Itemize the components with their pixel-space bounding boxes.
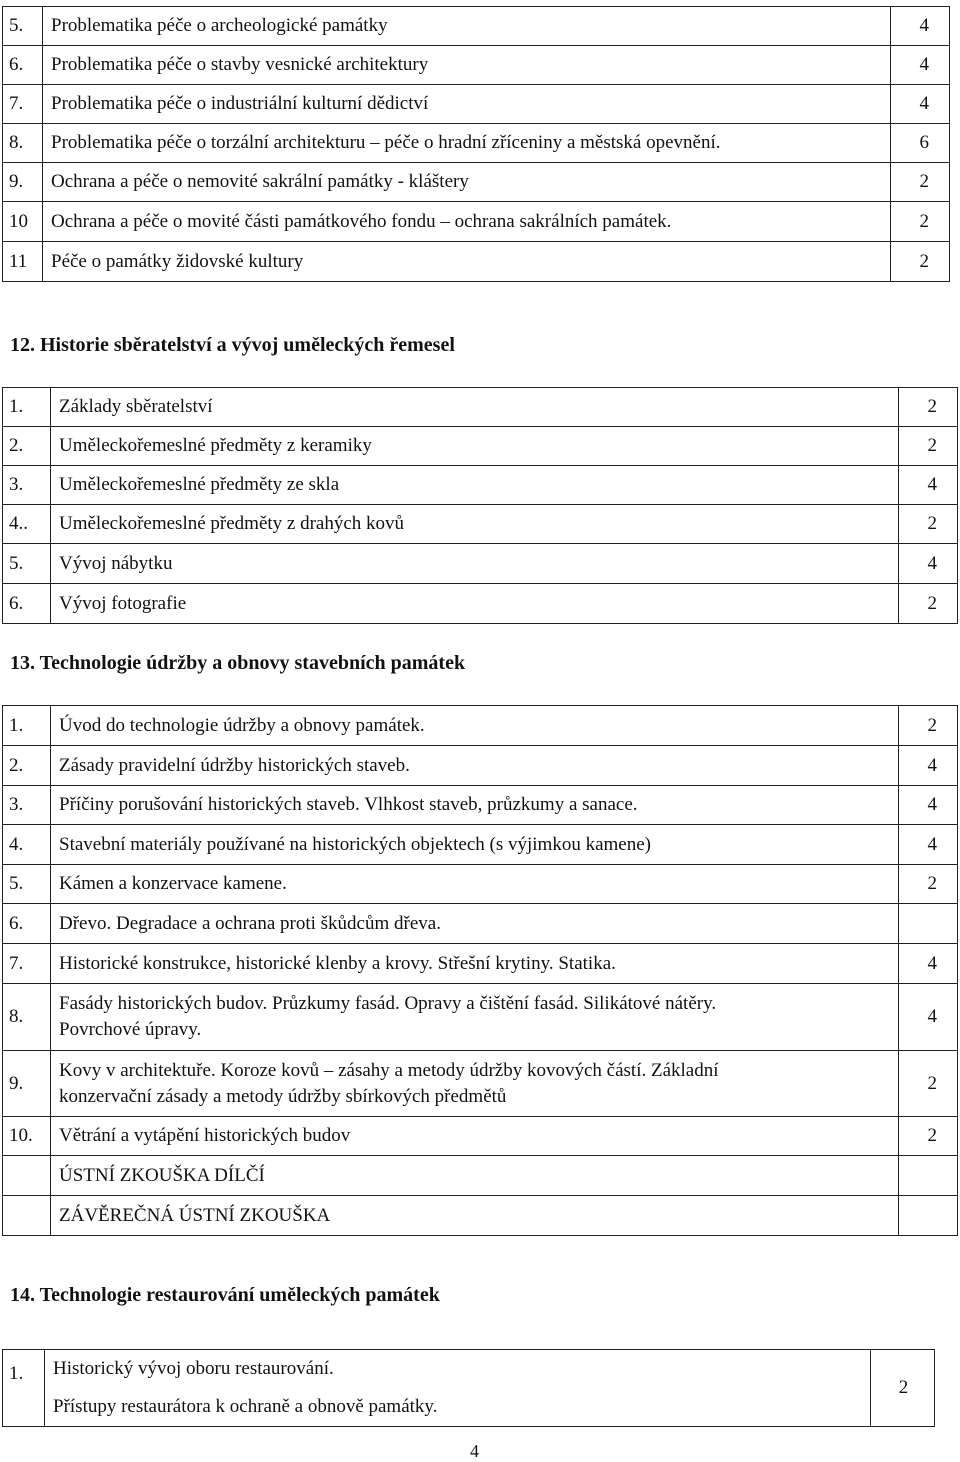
row-hours: 4 bbox=[899, 825, 958, 865]
row-hours: 4 bbox=[899, 466, 958, 505]
exam-row bbox=[3, 1196, 958, 1236]
table-row bbox=[3, 505, 958, 544]
table-row bbox=[3, 124, 950, 163]
row-topic: Uměleckořemeslné předměty z keramiky bbox=[51, 427, 899, 466]
row-number: 10 bbox=[3, 202, 43, 242]
row-hours: 2 bbox=[899, 427, 958, 466]
row-topic: Stavební materiály používané na historických objektech (s výjimkou kamene) bbox=[51, 825, 899, 865]
row-topic-line: konzervační zásady a metody údržby sbírkových předmětů bbox=[59, 1085, 507, 1107]
table-row bbox=[3, 544, 958, 584]
row-hours: 4 bbox=[899, 944, 958, 984]
table-row bbox=[3, 163, 950, 202]
row-number: 4. bbox=[3, 825, 51, 865]
row-hours: 2 bbox=[891, 242, 950, 282]
row-topic-line: Přístupy restaurátora k ochraně a obnově památky. bbox=[53, 1396, 438, 1417]
row-hours: 2 bbox=[871, 1350, 935, 1427]
table-row bbox=[3, 904, 958, 944]
row-hours: 4 bbox=[891, 7, 950, 46]
row-number: 7. bbox=[3, 85, 43, 124]
row-number: 7. bbox=[3, 944, 51, 984]
row-number: 11 bbox=[3, 242, 43, 282]
row-hours: 2 bbox=[899, 505, 958, 544]
row-hours: 2 bbox=[899, 584, 958, 624]
section-14-heading: 14. Technologie restaurování uměleckých památek bbox=[10, 1284, 440, 1306]
table-row bbox=[3, 706, 958, 746]
row-topic: Kámen a konzervace kamene. bbox=[51, 865, 899, 904]
section-14-table-body bbox=[3, 1350, 935, 1427]
row-hours: 2 bbox=[899, 865, 958, 904]
section-13-table bbox=[2, 705, 958, 1236]
row-topic bbox=[51, 1051, 899, 1117]
row-topic: Problematika péče o archeologické památky bbox=[43, 7, 891, 46]
exam-label: ÚSTNÍ ZKOUŠKA DÍLČÍ bbox=[51, 1156, 899, 1196]
row-number: 3. bbox=[3, 466, 51, 505]
row-number bbox=[3, 1156, 51, 1196]
row-number: 2. bbox=[3, 746, 51, 786]
section-13-heading: 13. Technologie údržby a obnovy stavebních památek bbox=[10, 652, 466, 674]
table-row bbox=[3, 1350, 935, 1427]
row-topic bbox=[45, 1350, 871, 1427]
row-number: 3. bbox=[3, 786, 51, 825]
row-number: 5. bbox=[3, 7, 43, 46]
row-topic-line: Kovy v architektuře. Koroze kovů – zásahy a metody údržby kovových částí. Základní bbox=[59, 1059, 719, 1081]
row-topic: Základy sběratelství bbox=[51, 388, 899, 427]
page-number: 4 bbox=[470, 1441, 479, 1461]
row-topic: Péče o památky židovské kultury bbox=[43, 242, 891, 282]
row-topic: Větrání a vytápění historických budov bbox=[51, 1117, 899, 1156]
topics-table-continued bbox=[2, 6, 950, 282]
row-number: 5. bbox=[3, 544, 51, 584]
row-topic: Příčiny porušování historických staveb. Vlhkost staveb, průzkumy a sanace. bbox=[51, 786, 899, 825]
row-number: 5. bbox=[3, 865, 51, 904]
table-row bbox=[3, 944, 958, 984]
row-hours: 4 bbox=[891, 85, 950, 124]
table-row bbox=[3, 746, 958, 786]
row-number: 1. bbox=[3, 388, 51, 427]
section-12-table-body bbox=[3, 388, 958, 624]
row-hours: 2 bbox=[899, 1051, 958, 1117]
row-number: 6. bbox=[3, 584, 51, 624]
row-number: 6. bbox=[3, 904, 51, 944]
row-number: 8. bbox=[3, 984, 51, 1051]
row-topic: Vývoj fotografie bbox=[51, 584, 899, 624]
row-hours bbox=[899, 904, 958, 944]
row-hours bbox=[899, 1196, 958, 1236]
table-row bbox=[3, 46, 950, 85]
row-number: 10. bbox=[3, 1117, 51, 1156]
table-row bbox=[3, 825, 958, 865]
row-number: 2. bbox=[3, 427, 51, 466]
table-row bbox=[3, 242, 950, 282]
row-number: 4.. bbox=[3, 505, 51, 544]
table-row bbox=[3, 584, 958, 624]
row-topic: Ochrana a péče o nemovité sakrální památky - kláštery bbox=[43, 163, 891, 202]
row-hours: 2 bbox=[891, 163, 950, 202]
row-topic bbox=[51, 984, 899, 1051]
row-topic-line: Povrchové úpravy. bbox=[59, 1019, 202, 1040]
row-topic: Historické konstrukce, historické klenby a krovy. Střešní krytiny. Statika. bbox=[51, 944, 899, 984]
row-topic: Problematika péče o torzální architekturu – péče o hradní zříceniny a městská opevnění. bbox=[43, 124, 891, 163]
row-hours: 4 bbox=[899, 984, 958, 1051]
row-number: 1. bbox=[3, 706, 51, 746]
row-topic: Uměleckořemeslné předměty z drahých kovů bbox=[51, 505, 899, 544]
row-number: 6. bbox=[3, 46, 43, 85]
table-row bbox=[3, 7, 950, 46]
row-topic: Zásady pravidelní údržby historických staveb. bbox=[51, 746, 899, 786]
row-hours: 6 bbox=[891, 124, 950, 163]
table-row bbox=[3, 1051, 958, 1117]
row-hours: 4 bbox=[899, 786, 958, 825]
table-row bbox=[3, 466, 958, 505]
section-12-heading: 12. Historie sběratelství a vývoj uměleckých řemesel bbox=[10, 334, 455, 356]
row-number: 9. bbox=[3, 163, 43, 202]
row-number: 9. bbox=[3, 1051, 51, 1117]
row-topic: Vývoj nábytku bbox=[51, 544, 899, 584]
exam-row bbox=[3, 1156, 958, 1196]
table-row bbox=[3, 85, 950, 124]
row-topic: Problematika péče o industriální kulturní dědictví bbox=[43, 85, 891, 124]
section-13-table-body bbox=[3, 706, 958, 1236]
table-row bbox=[3, 388, 958, 427]
table-row bbox=[3, 786, 958, 825]
exam-label: ZÁVĚREČNÁ ÚSTNÍ ZKOUŠKA bbox=[51, 1196, 899, 1236]
row-number bbox=[3, 1196, 51, 1236]
topics-table-body bbox=[3, 7, 950, 282]
table-row bbox=[3, 865, 958, 904]
row-topic: Uměleckořemeslné předměty ze skla bbox=[51, 466, 899, 505]
table-row bbox=[3, 984, 958, 1051]
row-number: 8. bbox=[3, 124, 43, 163]
row-hours: 2 bbox=[899, 388, 958, 427]
row-number: 1. bbox=[3, 1350, 45, 1427]
table-row bbox=[3, 1117, 958, 1156]
row-hours: 4 bbox=[899, 746, 958, 786]
section-12-table bbox=[2, 387, 958, 624]
row-hours: 2 bbox=[899, 706, 958, 746]
row-hours bbox=[899, 1156, 958, 1196]
row-topic-line: Fasády historických budov. Průzkumy fasád. Opravy a čištění fasád. Silikátové nátěry. bbox=[59, 993, 717, 1014]
row-hours: 4 bbox=[891, 46, 950, 85]
row-topic: Úvod do technologie údržby a obnovy památek. bbox=[51, 706, 899, 746]
row-topic-line: Historický vývoj oboru restaurování. bbox=[53, 1358, 334, 1379]
table-row bbox=[3, 202, 950, 242]
row-hours: 4 bbox=[899, 544, 958, 584]
row-topic: Ochrana a péče o movité části památkového fondu – ochrana sakrálních památek. bbox=[43, 202, 891, 242]
section-14-table bbox=[2, 1349, 935, 1427]
table-row bbox=[3, 427, 958, 466]
row-hours: 2 bbox=[899, 1117, 958, 1156]
row-topic: Problematika péče o stavby vesnické architektury bbox=[43, 46, 891, 85]
row-hours: 2 bbox=[891, 202, 950, 242]
row-topic: Dřevo. Degradace a ochrana proti škůdcům dřeva. bbox=[51, 904, 899, 944]
